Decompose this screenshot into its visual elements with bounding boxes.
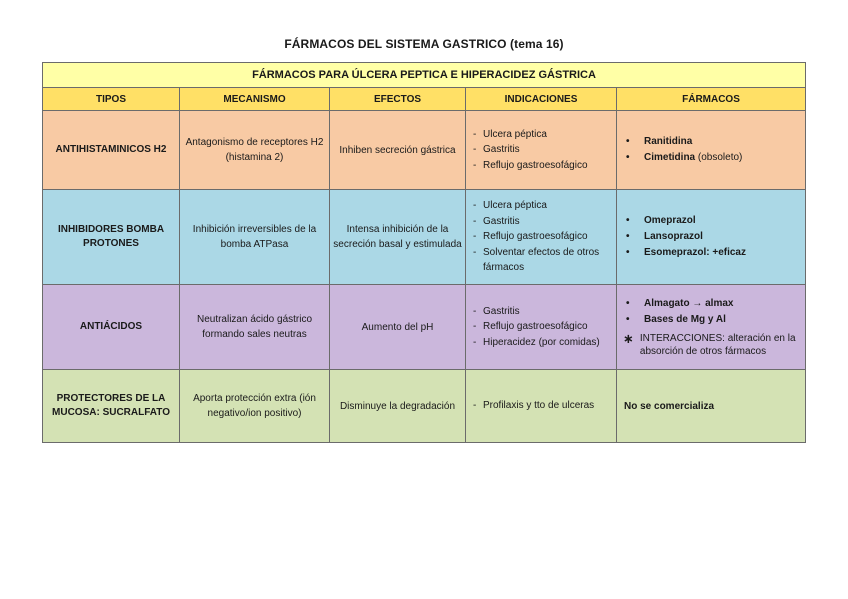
indicacion-item: - Solventar efectos de otros fármacos xyxy=(473,245,613,276)
table-row xyxy=(43,111,806,190)
tipo-cell: ANTIHISTAMINICOS H2 xyxy=(43,111,180,190)
mecanismo-cell: Inhibición irreversibles de la bomba ATPasa xyxy=(180,190,330,285)
efectos-cell: Aumento del pH xyxy=(330,285,466,370)
indicaciones-list xyxy=(469,304,613,351)
indicaciones-list xyxy=(469,398,613,414)
indicaciones-list xyxy=(469,127,613,174)
efectos-cell: Inhiben secreción gástrica xyxy=(330,111,466,190)
farmaco-item xyxy=(626,296,802,312)
interacciones-note xyxy=(620,332,802,358)
indicaciones-cell xyxy=(466,190,617,285)
indicaciones-list xyxy=(469,198,613,276)
tipo-cell: INHIBIDORES BOMBA PROTONES xyxy=(43,190,180,285)
indicacion-item: - Gastritis xyxy=(473,304,613,320)
farmacos-list xyxy=(620,134,802,166)
asterisk-icon: ∗ xyxy=(623,331,634,346)
farmacos-cell xyxy=(617,285,806,370)
farmaco-note: (obsoleto) xyxy=(697,152,743,163)
indicaciones-cell xyxy=(466,111,617,190)
indicaciones-cell xyxy=(466,370,617,443)
indicacion-item: - Reflujo gastroesofágico xyxy=(473,229,613,245)
mecanismo-cell: Aporta protección extra (ión negativo/ion positivo) xyxy=(180,370,330,443)
header-mecanismo: MECANISMO xyxy=(180,88,330,111)
indicacion-item: - Gastritis xyxy=(473,142,613,158)
indicacion-item: - Reflujo gastroesofágico xyxy=(473,158,613,174)
farmaco-item xyxy=(626,229,802,245)
farmaco-item xyxy=(626,213,802,229)
farmaco-name: Omeprazol xyxy=(644,215,696,226)
farmaco-name: Almagato → almax xyxy=(644,298,734,309)
farmaco-item xyxy=(626,312,802,328)
table-row xyxy=(43,370,806,443)
farmaco-item xyxy=(626,134,802,150)
indicacion-item: - Ulcera péptica xyxy=(473,127,613,143)
farmacos-cell xyxy=(617,111,806,190)
indicacion-item: - Ulcera péptica xyxy=(473,198,613,214)
farmaco-name: Cimetidina xyxy=(644,152,696,163)
farmacos-text: No se comercializa xyxy=(624,400,715,412)
header-efectos: EFECTOS xyxy=(330,88,466,111)
table-banner-row xyxy=(43,63,806,88)
farmacos-list xyxy=(620,296,802,328)
drugs-table xyxy=(42,62,806,443)
indicacion-item: - Reflujo gastroesofágico xyxy=(473,319,613,335)
header-farmacos: FÁRMACOS xyxy=(617,88,806,111)
interacciones-text: INTERACCIONES: alteración en la absorción de otros fármacos xyxy=(639,333,796,357)
indicacion-item: - Hiperacidez (por comidas) xyxy=(473,335,613,351)
farmacos-list xyxy=(620,213,802,261)
farmaco-name: Esomeprazol: +eficaz xyxy=(644,247,746,258)
indicacion-item: - Profilaxis y tto de ulceras xyxy=(473,398,613,414)
mecanismo-cell: Antagonismo de receptores H2 (histamina 2) xyxy=(180,111,330,190)
tipo-cell: ANTIÁCIDOS xyxy=(43,285,180,370)
table-banner: FÁRMACOS PARA ÚLCERA PEPTICA E HIPERACIDEZ GÁSTRICA xyxy=(43,63,806,88)
table-header-row xyxy=(43,88,806,111)
indicacion-item: - Gastritis xyxy=(473,214,613,230)
efectos-cell: Disminuye la degradación xyxy=(330,370,466,443)
farmacos-cell xyxy=(617,370,806,443)
farmaco-item xyxy=(626,150,802,166)
farmacos-cell xyxy=(617,190,806,285)
farmaco-name: Lansoprazol xyxy=(644,231,703,242)
indicaciones-cell xyxy=(466,285,617,370)
farmaco-item xyxy=(626,245,802,261)
header-tipos: TIPOS xyxy=(43,88,180,111)
mecanismo-cell: Neutralizan ácido gástrico formando sales neutras xyxy=(180,285,330,370)
table-row xyxy=(43,190,806,285)
table-row xyxy=(43,285,806,370)
farmaco-name: Ranitidina xyxy=(644,136,693,147)
header-indicaciones: INDICACIONES xyxy=(466,88,617,111)
farmaco-name: Bases de Mg y Al xyxy=(644,314,726,325)
tipo-cell: PROTECTORES DE LA MUCOSA: SUCRALFATO xyxy=(43,370,180,443)
document-title: FÁRMACOS DEL SISTEMA GASTRICO (tema 16) xyxy=(284,37,564,51)
efectos-cell: Intensa inhibición de la secreción basal y estimulada xyxy=(330,190,466,285)
